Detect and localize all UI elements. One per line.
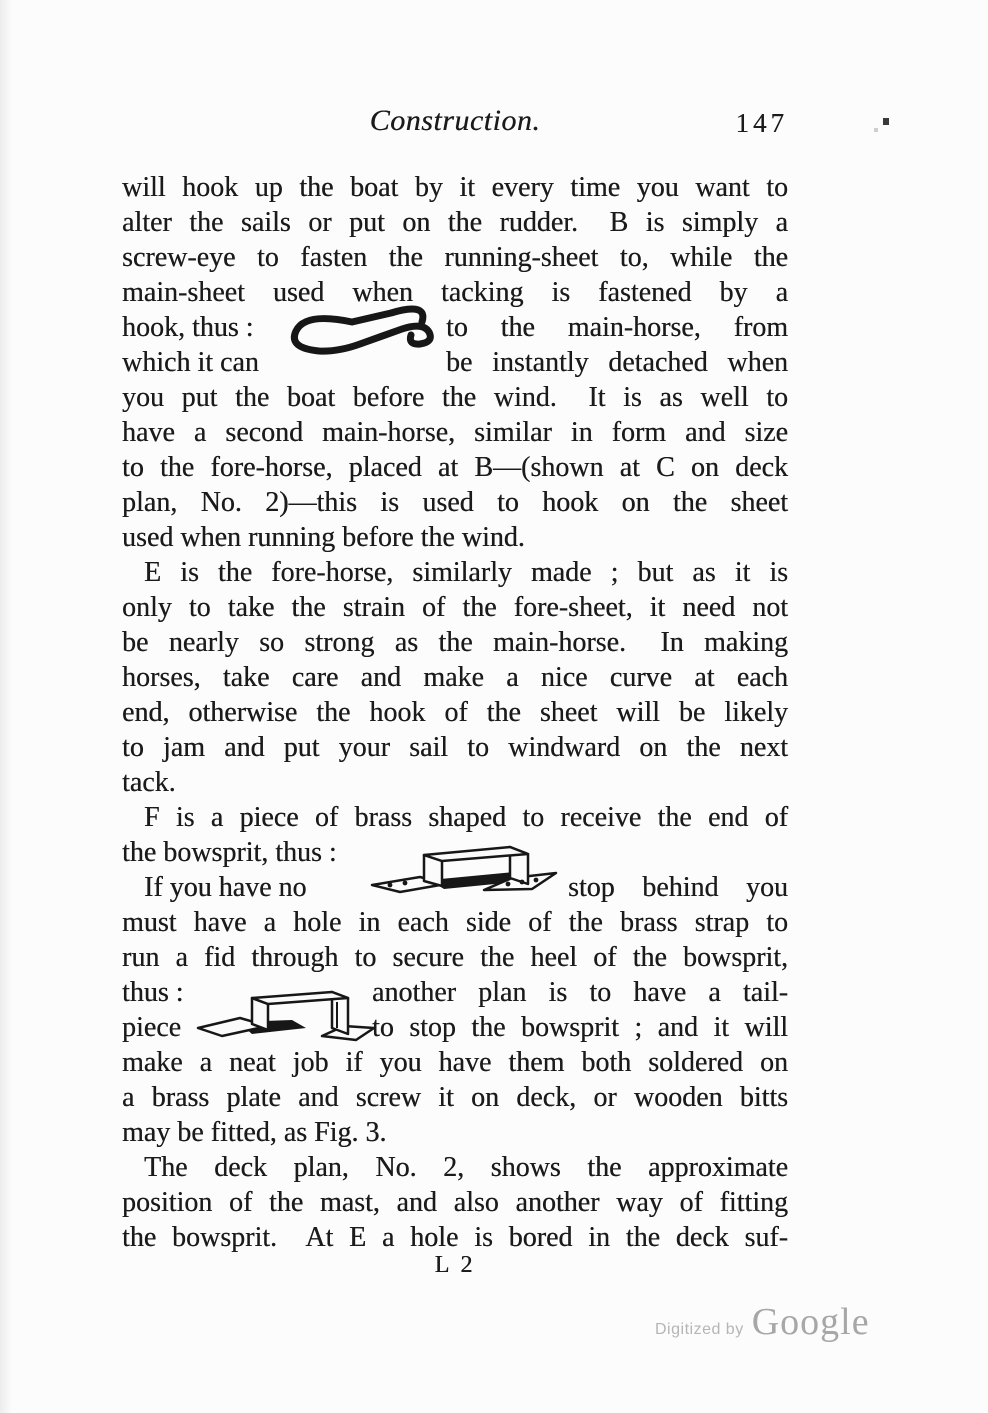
text-line: The deck plan, No. 2, shows the approximate: [144, 1152, 788, 1183]
text-line: alter the sails or put on the rudder. B is simply a: [122, 207, 788, 238]
text-line: only to take the strain of the fore-sheet, it need not: [122, 592, 788, 623]
text-line: run a fid through to secure the heel of the bowsprit,: [122, 942, 788, 973]
text-segment: be instantly detached when: [446, 347, 788, 378]
text-line: [122, 345, 788, 380]
text-segment: hook, thus :: [122, 312, 254, 343]
text-line: position of the mast, and also another way of fitting: [122, 1187, 788, 1218]
text-segment: If you have no: [144, 872, 307, 903]
text-line: used when running before the wind.: [122, 522, 525, 553]
text-line: a brass plate and screw it on deck, or wooden bitts: [122, 1082, 788, 1113]
signature-mark: L 2: [434, 1252, 476, 1278]
google-watermark: [655, 1300, 915, 1344]
text-line: the bowsprit, thus :: [122, 837, 337, 868]
text-line: be nearly so strong as the main-horse. In making: [122, 627, 788, 658]
text-line: E is the fore-horse, similarly made ; but as it is: [144, 557, 788, 588]
text-line: horses, take care and make a nice curve at each: [122, 662, 788, 693]
text-segment: to the main-horse, from: [446, 312, 788, 343]
text-line: you put the boat before the wind. It is as well to: [122, 382, 788, 413]
text-line: main-sheet used when tacking is fastened by a: [122, 277, 788, 308]
text-line: F is a piece of brass shaped to receive the end of: [144, 802, 788, 833]
ink-speck: [883, 118, 889, 125]
text-line: [122, 310, 788, 345]
text-line: screw-eye to fasten the running-sheet to, while the: [122, 242, 788, 273]
text-line: make a neat job if you have them both soldered on: [122, 1047, 788, 1078]
google-logo: Google: [751, 1301, 870, 1343]
running-head-title: Construction.: [369, 104, 541, 137]
text-line: must have a hole in each side of the brass strap to: [122, 907, 788, 938]
scan-left-edge-shadow: [0, 0, 12, 1413]
text-line: have a second main-horse, similar in form and size: [122, 417, 788, 448]
text-segment: piece: [122, 1012, 182, 1043]
text-segment: another plan is to have a tail-: [372, 977, 788, 1008]
ink-speck-faint: [874, 128, 878, 132]
text-line: end, otherwise the hook of the sheet will be likely: [122, 697, 788, 728]
text-segment: thus :: [122, 977, 184, 1008]
text-line: to jam and put your sail to windward on the next: [122, 732, 788, 763]
text-line: may be fitted, as Fig. 3.: [122, 1117, 387, 1148]
text-line: plan, No. 2)—this is used to hook on the sheet: [122, 487, 788, 518]
digitized-by-label: Digitized by: [655, 1321, 744, 1338]
text-segment: which it can: [122, 347, 259, 378]
text-line: the bowsprit. At E a hole is bored in the deck suf-: [122, 1222, 788, 1253]
text-segment: to stop the bowsprit ; and it will: [372, 1012, 788, 1043]
bowsprit-brass-cap-figure: [366, 840, 562, 898]
text-line: to the fore-horse, placed at B—(shown at C on deck: [122, 452, 788, 483]
main-sheet-hook-figure: [286, 304, 438, 370]
bowsprit-tailpiece-figure: [194, 978, 380, 1050]
page-number: 147: [735, 108, 788, 138]
text-segment: stop behind you: [568, 872, 788, 903]
text-line: tack.: [122, 767, 176, 798]
text-line: will hook up the boat by it every time you want to: [122, 172, 788, 203]
